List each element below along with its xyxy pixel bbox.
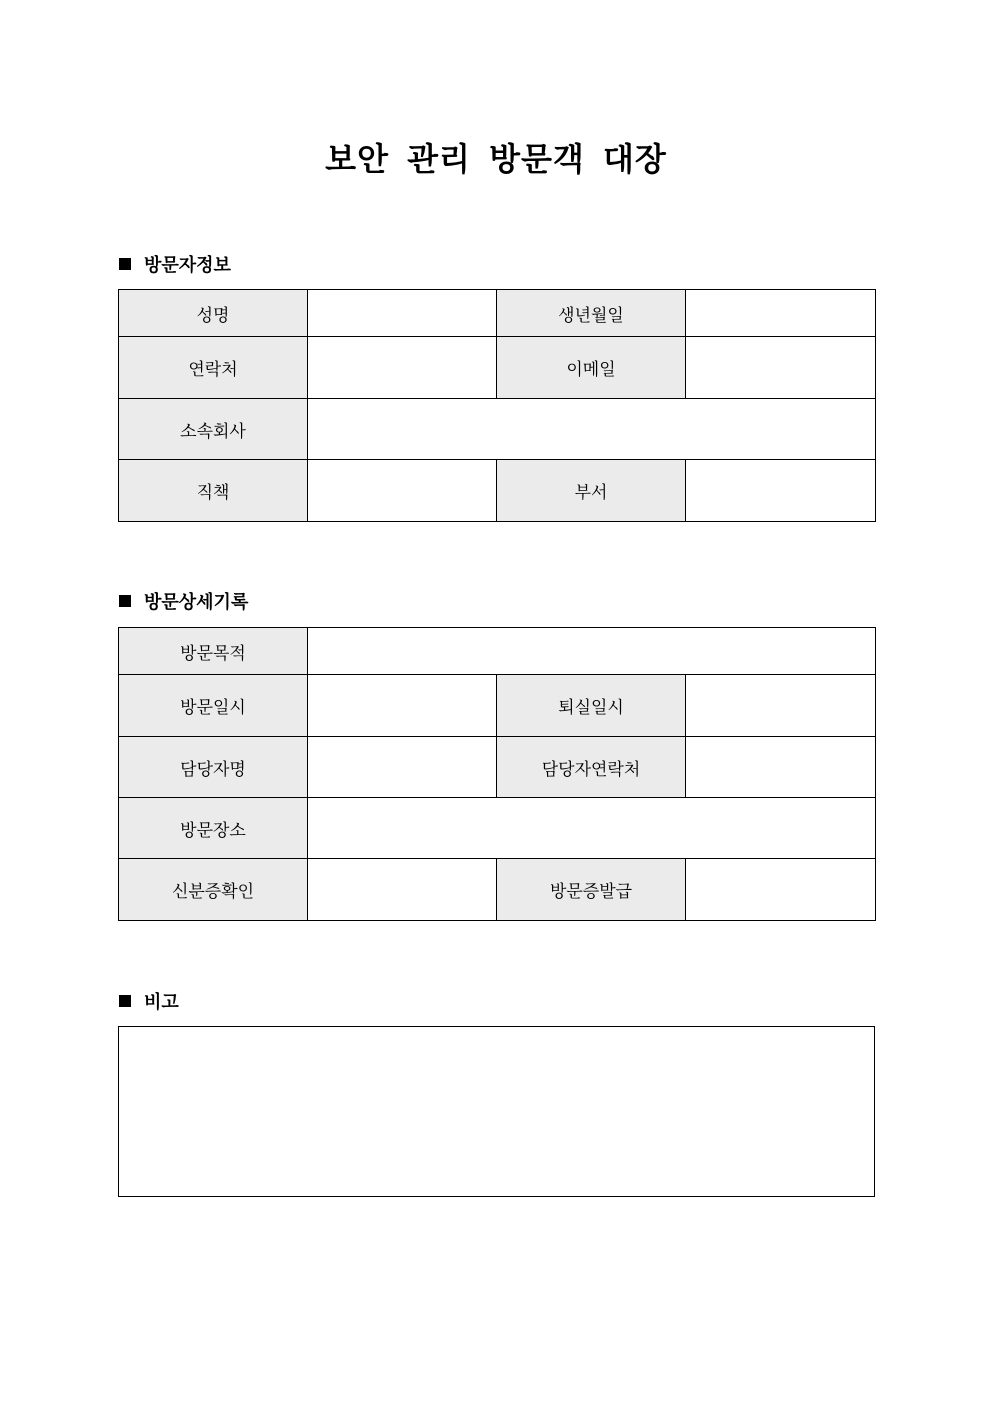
visitor-info-table: [118, 289, 876, 522]
id-check-label: 신분증확인: [119, 859, 308, 921]
position-label: 직책: [119, 460, 308, 522]
visitor-info-heading-text: 방문자정보: [144, 255, 231, 276]
square-bullet-icon: [119, 258, 131, 270]
department-field[interactable]: [686, 460, 876, 522]
host-name-label: 담당자명: [119, 737, 308, 798]
table-row: [119, 675, 876, 737]
contact-field[interactable]: [308, 337, 497, 399]
visit-purpose-field[interactable]: [308, 628, 876, 675]
birthdate-label: 생년월일: [497, 290, 686, 337]
visit-location-field[interactable]: [308, 798, 876, 859]
table-row: [119, 737, 876, 798]
table-row: [119, 460, 876, 522]
table-row: [119, 399, 876, 460]
birthdate-field[interactable]: [686, 290, 876, 337]
table-row: [119, 290, 876, 337]
visitor-info-heading: [119, 251, 231, 277]
name-field[interactable]: [308, 290, 497, 337]
remarks-field[interactable]: [118, 1026, 875, 1197]
checkout-datetime-field[interactable]: [686, 675, 876, 737]
host-contact-field[interactable]: [686, 737, 876, 798]
table-row: [119, 337, 876, 399]
name-label: 성명: [119, 290, 308, 337]
visitor-pass-field[interactable]: [686, 859, 876, 921]
square-bullet-icon: [119, 995, 131, 1007]
email-field[interactable]: [686, 337, 876, 399]
visit-purpose-label: 방문목적: [119, 628, 308, 675]
company-field[interactable]: [308, 399, 876, 460]
document-title: 보안 관리 방문객 대장: [325, 140, 667, 178]
host-contact-label: 담당자연락처: [497, 737, 686, 798]
visit-datetime-field[interactable]: [308, 675, 497, 737]
department-label: 부서: [497, 460, 686, 522]
visit-details-table: [118, 627, 876, 921]
table-row: [119, 859, 876, 921]
visit-details-heading: [119, 588, 248, 614]
checkout-datetime-label: 퇴실일시: [497, 675, 686, 737]
email-label: 이메일: [497, 337, 686, 399]
position-field[interactable]: [308, 460, 497, 522]
contact-label: 연락처: [119, 337, 308, 399]
remarks-heading: [119, 988, 179, 1014]
visit-datetime-label: 방문일시: [119, 675, 308, 737]
id-check-field[interactable]: [308, 859, 497, 921]
table-row: [119, 798, 876, 859]
remarks-heading-text: 비고: [144, 992, 179, 1013]
visit-location-label: 방문장소: [119, 798, 308, 859]
visitor-pass-label: 방문증발급: [497, 859, 686, 921]
square-bullet-icon: [119, 595, 131, 607]
table-row: [119, 628, 876, 675]
visit-details-heading-text: 방문상세기록: [144, 592, 249, 613]
company-label: 소속회사: [119, 399, 308, 460]
host-name-field[interactable]: [308, 737, 497, 798]
